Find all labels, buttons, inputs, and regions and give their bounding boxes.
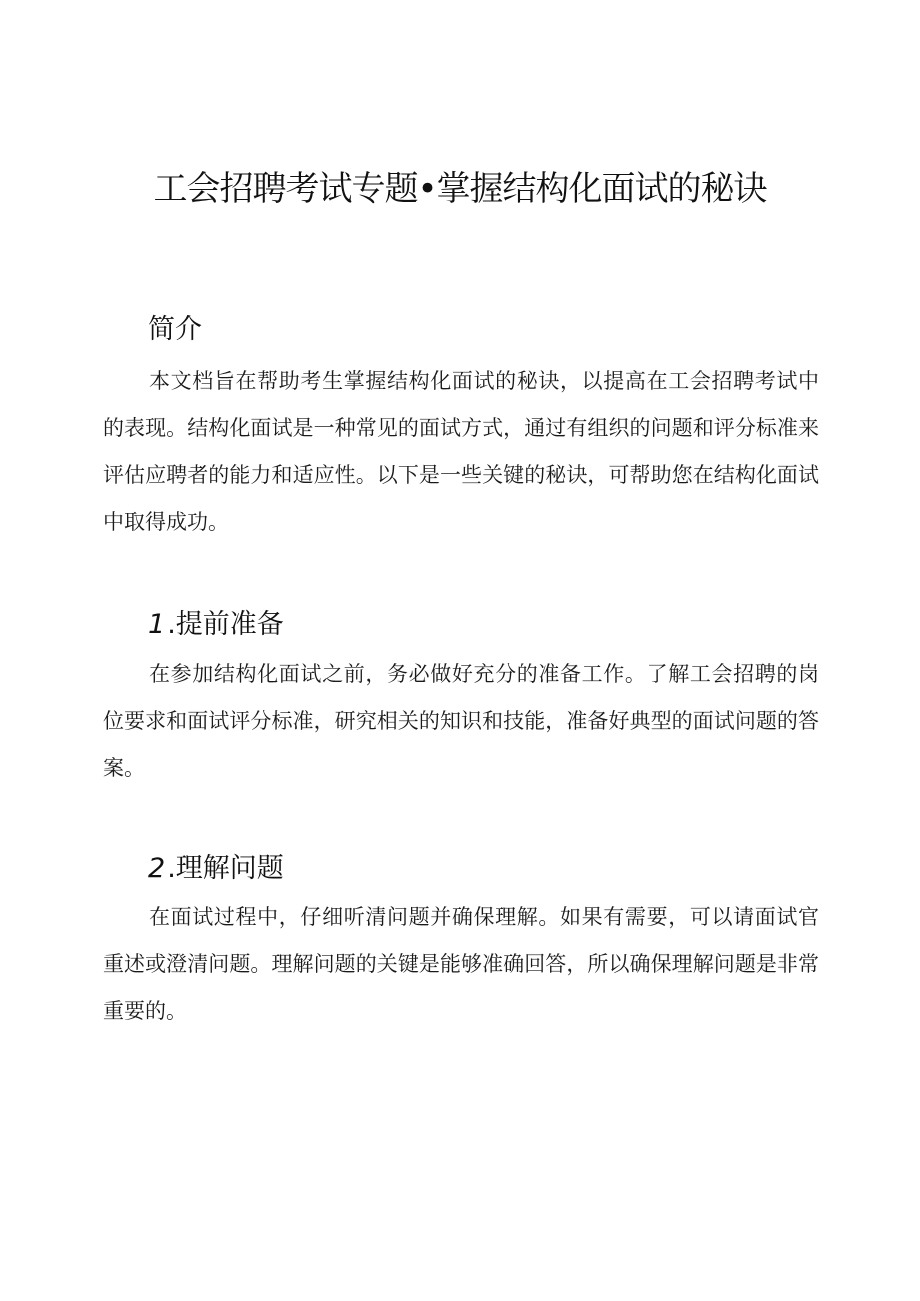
section-number: 1 (148, 609, 166, 640)
section-paragraph-understand: 在面试过程中，仔细听清问题并确保理解。如果有需要，可以请面试官重述或澄清问题。理解问题的关键是能够准确回答，所以确保理解问题是非常重要的。 (103, 905, 819, 1023)
section-heading-text: .理解问题 (167, 853, 284, 884)
section-heading-intro (148, 312, 202, 348)
section-heading-prepare (148, 607, 284, 643)
section-paragraph-intro: 本文档旨在帮助考生掌握结构化面试的秘诀，以提高在工会招聘考试中的表现。结构化面试是一种常见的面试方式，通过有组织的问题和评分标准来评估应聘者的能力和适应性。以下是一些关键的秘诀，可帮助您在结构化面试中取得成功。 (103, 369, 819, 534)
section-heading-text: .提前准备 (167, 609, 284, 640)
page-title: 工会招聘考试专题•掌握结构化面试的秘诀 (153, 169, 767, 209)
section-number: 2 (148, 853, 166, 884)
section-heading-text: 简介 (148, 314, 202, 345)
section-paragraph-prepare: 在参加结构化面试之前，务必做好充分的准备工作。了解工会招聘的岗位要求和面试评分标准，研究相关的知识和技能，准备好典型的面试问题的答案。 (103, 662, 819, 780)
section-heading-understand (148, 851, 284, 887)
